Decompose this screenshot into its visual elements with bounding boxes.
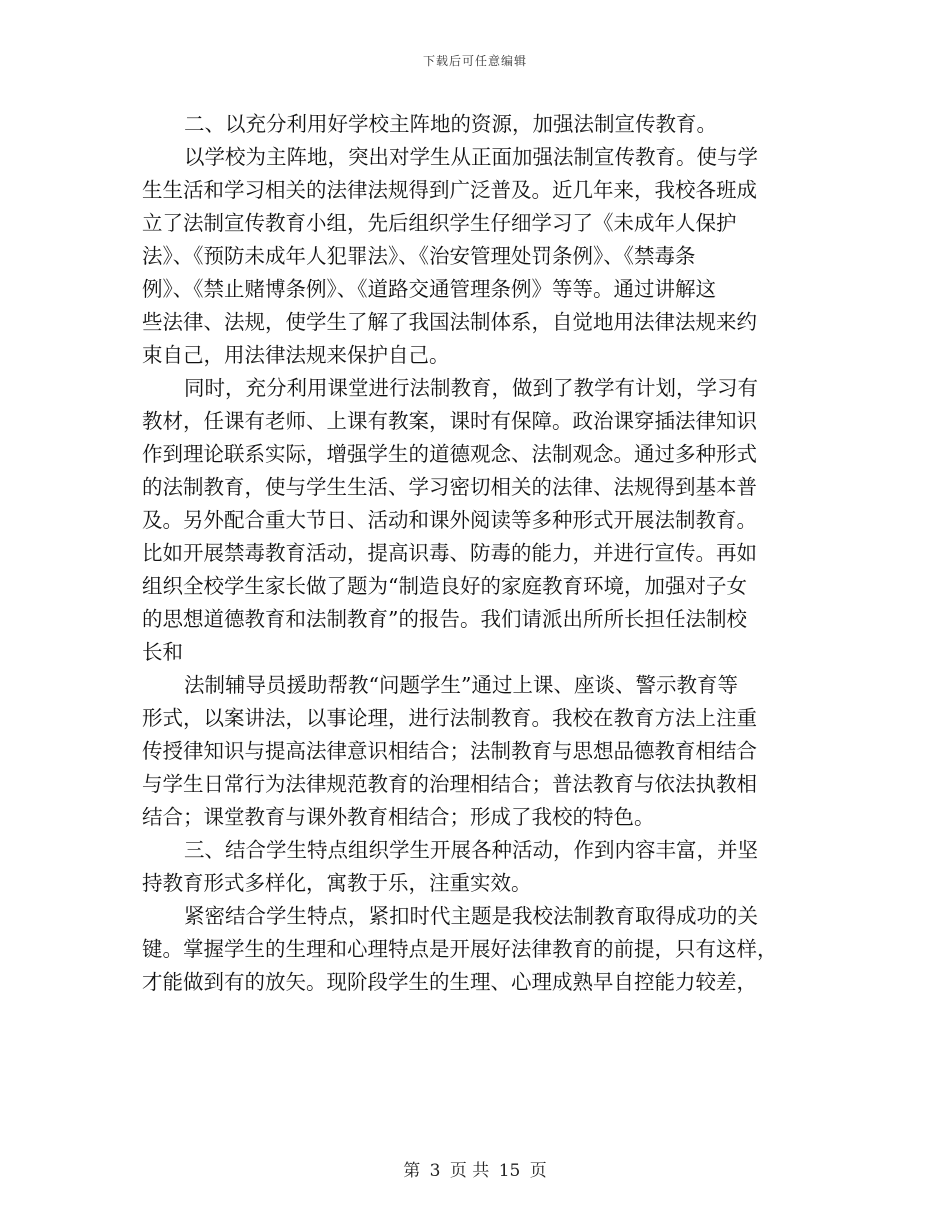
text-line: 立了法制宣传教育小组，先后组织学生仔细学习了《未成年人保护 [142, 211, 737, 235]
footer-total-pages: 15 [498, 1161, 521, 1181]
text-line: 束自己，用法律法规来保护自己。 [142, 343, 450, 367]
text-line: 键。掌握学生的生理和心理特点是开展好法律教育的前提，只有这样， [142, 937, 778, 961]
text-line: 法制辅导员援助帮教“问题学生”通过上课、座谈、警示教育等 [184, 673, 738, 697]
text-line: 与学生日常行为法律规范教育的治理相结合；普法教育与依法执教相 [142, 772, 757, 796]
text-line: 生生活和学习相关的法律法规得到广泛普及。近几年来，我校各班成 [142, 178, 757, 202]
page-footer [0, 1156, 950, 1181]
text-line: 持教育形式多样化，寓教于乐，注重实效。 [142, 871, 532, 895]
document-body [142, 108, 802, 999]
text-line: 作到理论联系实际，增强学生的道德观念、法制观念。通过多种形式 [142, 442, 757, 466]
text-line: 的思想道德教育和法制教育”的报告。我们请派出所所长担任法制校 [142, 607, 747, 631]
footer-suffix: 页 [529, 1161, 547, 1181]
text-line: 例》、《禁止赌博条例》、《道路交通管理条例》等等。通过讲解这 [142, 277, 716, 301]
text-line: 及。另外配合重大节日、活动和课外阅读等多种形式开展法制教育。 [142, 508, 757, 532]
text-line: 形式，以案讲法，以事论理，进行法制教育。我校在教育方法上注重 [142, 706, 757, 730]
text-line: 紧密结合学生特点，紧扣时代主题是我校法制教育取得成功的关 [184, 904, 758, 928]
text-line: 的法制教育，使与学生生活、学习密切相关的法律、法规得到基本普 [142, 475, 757, 499]
text-line: 结合；课堂教育与课外教育相结合；形成了我校的特色。 [142, 805, 655, 829]
text-line: 二、以充分利用好学校主阵地的资源，加强法制宣传教育。 [184, 112, 717, 136]
page-header: 下载后可任意编辑 [422, 54, 527, 68]
footer-page-number: 3 [429, 1161, 441, 1181]
text-line: 同时，充分利用课堂进行法制教育，做到了教学有计划，学习有 [184, 376, 758, 400]
text-line: 些法律、法规，使学生了解了我国法制体系，自觉地用法律法规来约 [142, 310, 757, 334]
footer-middle: 页 共 [449, 1161, 490, 1181]
footer-prefix: 第 [403, 1161, 421, 1181]
text-line: 三、结合学生特点组织学生开展各种活动，作到内容丰富，并坚 [184, 838, 758, 862]
text-line: 才能做到有的放矢。现阶段学生的生理、心理成熟早自控能力较差， [142, 970, 757, 994]
text-line: 以学校为主阵地，突出对学生从正面加强法制宣传教育。使与学 [184, 145, 758, 169]
text-line: 法》、《预防未成年人犯罪法》、《治安管理处罚条例》、《禁毒条 [142, 244, 696, 268]
text-line: 组织全校学生家长做了题为“制造良好的家庭教育环境，加强对子女 [142, 574, 747, 598]
text-line: 教材，任课有老师、上课有教案，课时有保障。政治课穿插法律知识 [142, 409, 757, 433]
text-line: 长和 [142, 640, 183, 664]
text-line: 传授律知识与提高法律意识相结合；法制教育与思想品德教育相结合 [142, 739, 757, 763]
text-line: 比如开展禁毒教育活动，提高识毒、防毒的能力，并进行宣传。再如 [142, 541, 757, 565]
